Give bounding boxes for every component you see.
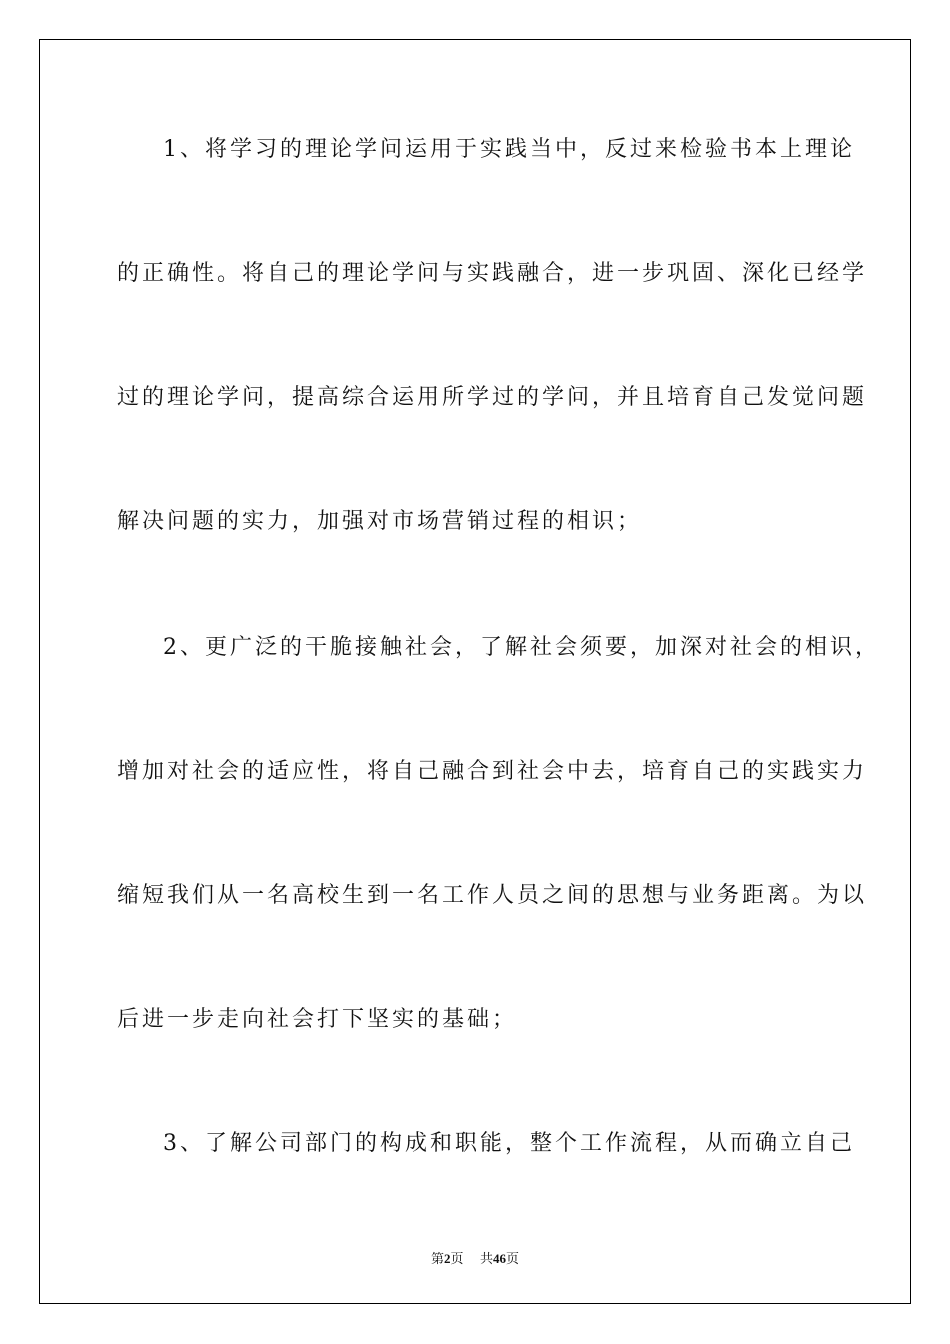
total-pages: 46: [493, 1251, 507, 1266]
paragraph-line: 后进一步走向社会打下坚实的基础；: [117, 1007, 518, 1032]
paragraph-line: 3、了解公司部门的构成和职能，整个工作流程，从而确立自己: [163, 1131, 855, 1156]
page-prefix: 第: [430, 1252, 444, 1267]
page-suffix: 页: [450, 1252, 464, 1267]
total-suffix: 页: [506, 1252, 520, 1267]
paragraph-line: 1、将学习的理论学问运用于实践当中，反过来检验书本上理论: [163, 137, 855, 162]
paragraph-line: 解决问题的实力，加强对市场营销过程的相识；: [117, 509, 643, 534]
paragraph-line: 缩短我们从一名高校生到一名工作人员之间的思想与业务距离。为以: [117, 883, 868, 908]
page-footer: [0, 1248, 950, 1267]
paragraph-line: 过的理论学问，提高综合运用所学过的学问，并且培育自己发觉问题: [117, 385, 868, 410]
paragraph-line: 的正确性。将自己的理论学问与实践融合，进一步巩固、深化已经学: [117, 261, 868, 286]
paragraph-line: 增加对社会的适应性，将自己融合到社会中去，培育自己的实践实力: [117, 759, 868, 784]
page-border: [39, 39, 911, 1304]
total-prefix: 共: [480, 1252, 494, 1267]
page-number: 2: [443, 1251, 451, 1266]
paragraph-line: 2、更广泛的干脆接触社会，了解社会须要，加深对社会的相识，: [163, 635, 880, 660]
